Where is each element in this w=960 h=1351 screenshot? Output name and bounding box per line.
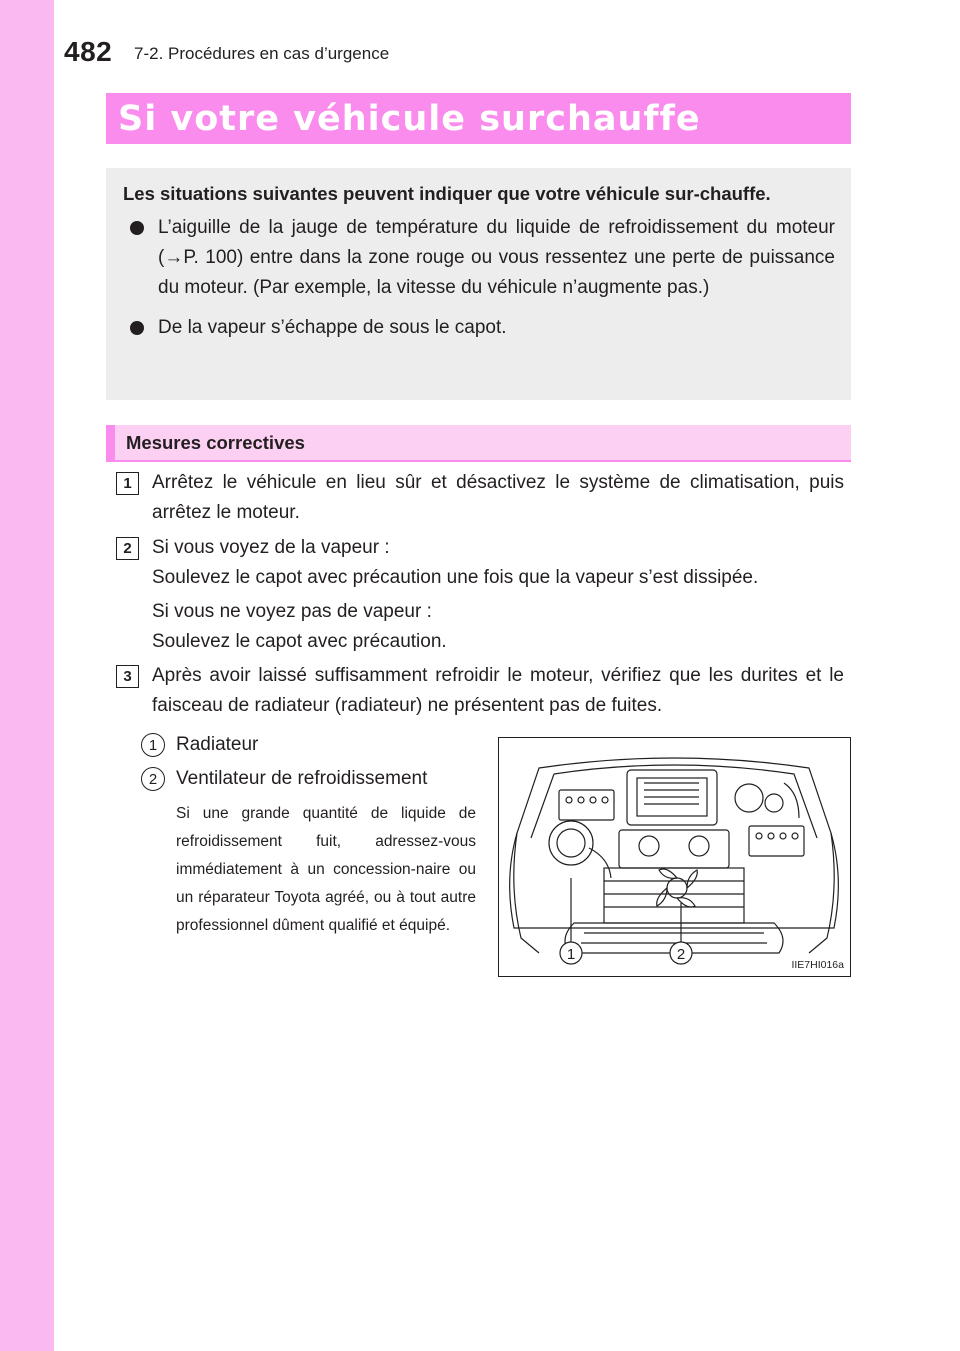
bullet-item (123, 313, 835, 343)
bullet-text: De la vapeur s’échappe de sous le capot. (158, 317, 507, 338)
step-3-text: Après avoir laissé suffisamment refroidir le moteur, vérifiez que les durites et le faisceau de radiateur (radiateur) ne présentent pas de fuites. (152, 665, 844, 716)
section-header: 7-2. Procédures en cas d’urgence (134, 44, 390, 63)
title-bar (106, 93, 851, 144)
step-1-text: Arrêtez le véhicule en lieu sûr et désactivez le système de climatisation, puis arrêtez le moteur. (152, 472, 844, 523)
step-2-line3: Si vous ne voyez pas de vapeur : (152, 601, 432, 622)
side-tab-strip (0, 0, 54, 1351)
corrective-heading (106, 425, 851, 462)
step-3-number: 3 (116, 665, 139, 688)
step-1-number: 1 (116, 472, 139, 495)
engine-bay-illustration (499, 738, 849, 975)
bullet-dot-icon (130, 321, 144, 335)
corrective-heading-label: Mesures correctives (126, 431, 305, 453)
step-2-line1: Si vous voyez de la vapeur : (152, 537, 390, 558)
bullet-dot-icon (130, 221, 144, 235)
figure-callout-2: 2 (676, 946, 686, 963)
legend-number-icon: 1 (141, 733, 165, 757)
info-box (106, 168, 851, 400)
page-title: Si votre véhicule surchauffe (118, 98, 701, 139)
bullet-text: L’aiguille de la jauge de température du liquide de refroidissement du moteur (→P. 100) entre dans la zone rouge ou vous ressentez une perte de puissance du moteur. (Par exemple, la vitesse du véhicule n’augmente pas.) (158, 217, 835, 298)
figure-callout-1: 1 (566, 946, 576, 963)
legend-label: Radiateur (176, 734, 259, 755)
step-2-number: 2 (116, 537, 139, 560)
step-2-line2: Soulevez le capot avec précaution une fois que la vapeur s’est dissipée. (152, 567, 759, 588)
legend-number-icon: 2 (141, 767, 165, 791)
legend-item-radiator (141, 732, 258, 758)
legend-item-fan (141, 766, 427, 792)
note-text: Si une grande quantité de liquide de refroidissement fuit, adressez-vous immédiatement à un concession-naire ou un réparateur Toyota agréé, ou à tout autre professionnel dûment qualifié et équipé. (176, 805, 476, 934)
page-number: 482 (64, 36, 113, 67)
legend-label: Ventilateur de refroidissement (176, 768, 428, 789)
bullet-item (123, 213, 835, 303)
engine-bay-figure (498, 737, 851, 977)
info-intro: Les situations suivantes peuvent indiquer que votre véhicule sur-chauffe. (123, 183, 771, 204)
step-2-line4: Soulevez le capot avec précaution. (152, 631, 447, 652)
figure-code: IIE7HI016a (791, 959, 844, 971)
